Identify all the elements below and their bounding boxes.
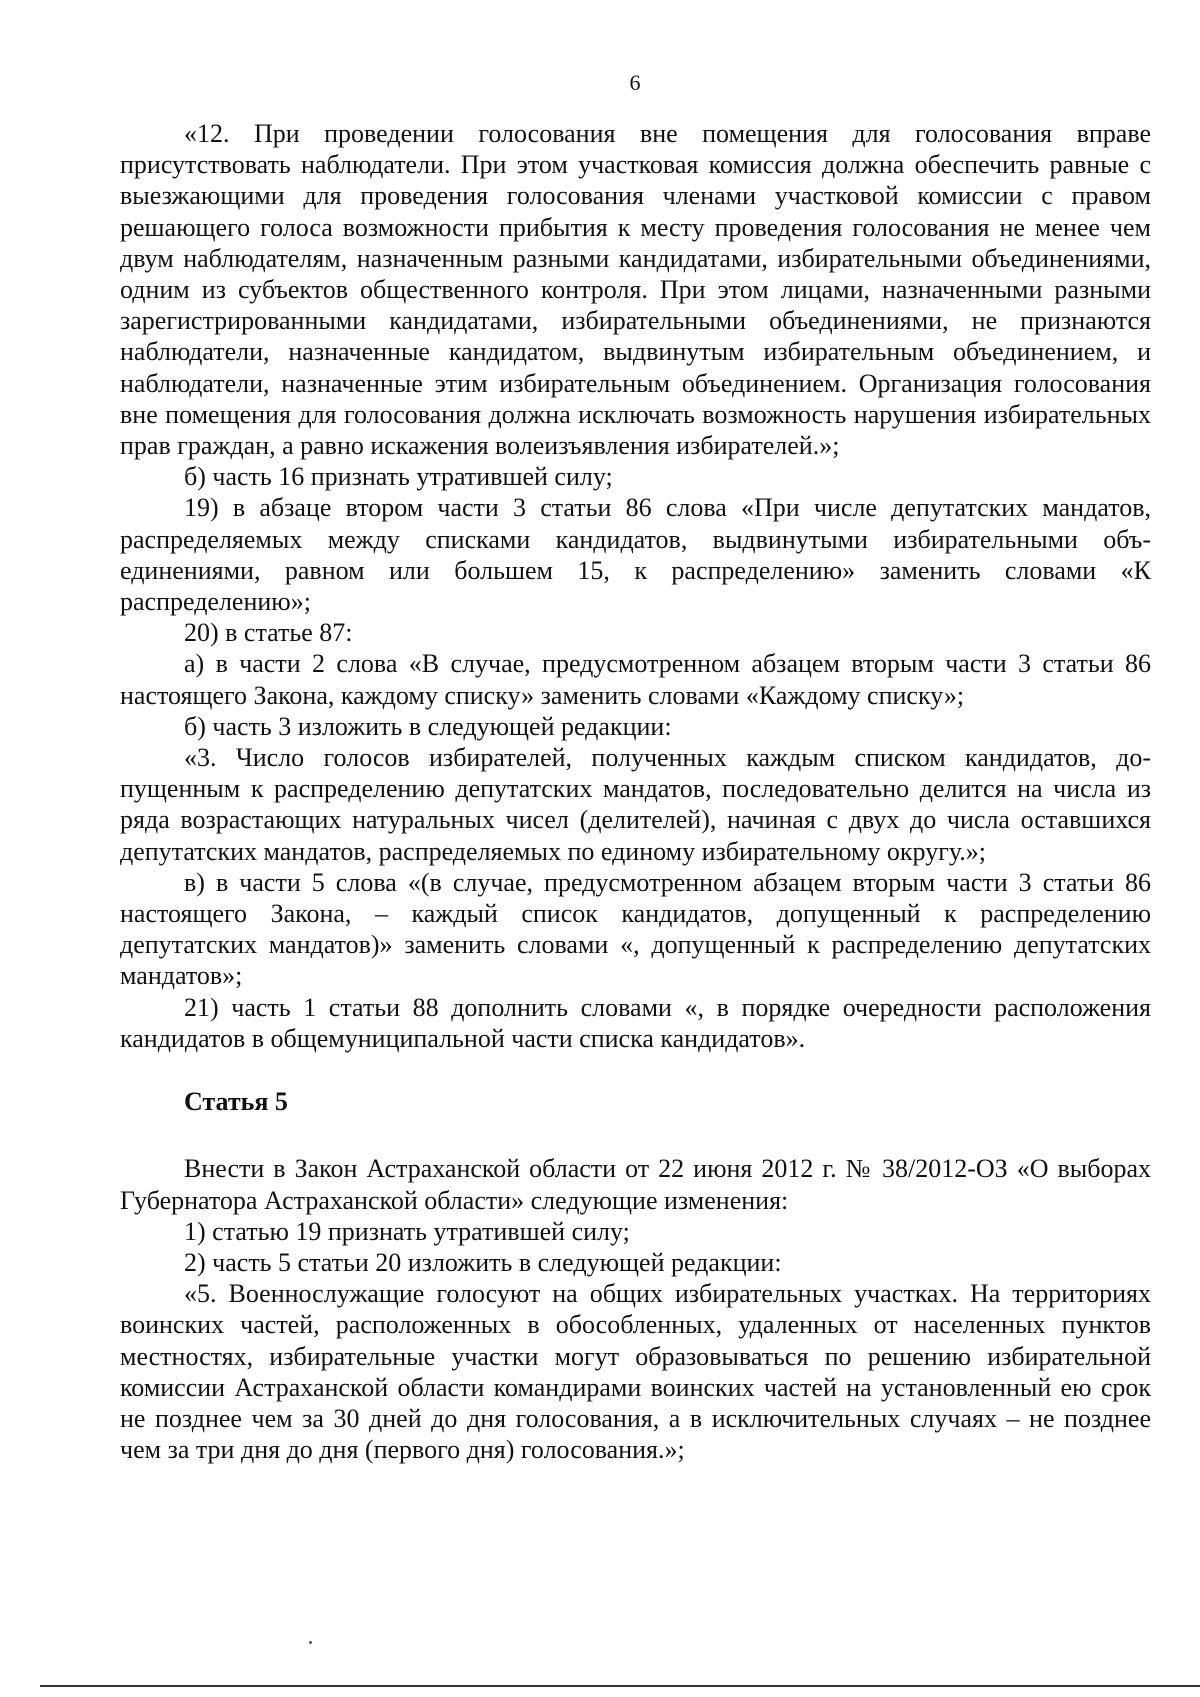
paragraph-item-2: 2) часть 5 статьи 20 изложить в следующей редакции: — [184, 1247, 782, 1277]
scan-speck — [309, 1641, 312, 1644]
article-heading: Статья 5 — [184, 1087, 288, 1117]
paragraph-item-21: 21) часть 1 статьи 88 дополнить словами «, в порядке очередности расположения кандидатов в общемуниципальной части списка кандидатов». — [120, 992, 1151, 1053]
paragraph-item-20a: а) в части 2 слова «В случае, предусмотренном абзацем вторым части 3 статьи 86 настоящего Закона, каждому списку» заменить словами «Каждому списку»; — [120, 649, 1151, 710]
paragraph-item-20b: б) часть 3 изложить в следующей редакции: — [184, 711, 672, 741]
document-body — [120, 118, 1151, 1465]
page-number: 6 — [629, 70, 641, 95]
paragraph-point-5: «5. Военнослужащие голосуют на общих избирательных участках. На территориях воинских частей, расположенных в обособленных, удаленных от населенных пунктов местностях, избирательные участки могут образовываться по решению избирательной комиссии Астраханской области командирами воинских частей на установленный ею срок не позднее чем за 30 дней до дня голосования, а в исключительных случаях – не позднее чем за три дня до дня (первого дня) голосования.»; — [120, 1279, 1151, 1465]
paragraph-item-19: 19) в абзаце втором части 3 статьи 86 слова «При числе депутатских мандатов, распределяемых между списками кандидатов, выдвинутыми избирательными объединениями, равном или большем 15, к распределению» заменить словами «К распределению»; — [120, 493, 1151, 617]
paragraph-point-3: «3. Число голосов избирателей, полученных каждым списком кандидатов, допущенным к распределению депутатских мандатов, последовательно делится на числа из ряда возрастающих натуральных чисел (делителей), начиная с двух до числа оставшихся депутатских мандатов, распределяемых по единому избирательному округу.»; — [120, 743, 1151, 866]
page-bottom-rule — [40, 1685, 1200, 1687]
paragraph-item-20: 20) в статье 87: — [184, 618, 353, 648]
paragraph-item-1: 1) статью 19 признать утратившей силу; — [184, 1216, 630, 1246]
paragraph-part-16: б) часть 16 признать утратившей силу; — [184, 462, 613, 492]
paragraph-intro: Внести в Закон Астраханской области от 22 июня 2012 г. № 38/2012-ОЗ «О выборах Губернатора Астраханской области» следующие изменения: — [120, 1154, 1151, 1215]
paragraph-point-12: «12. При проведении голосования вне помещения для голосования вправе присутствовать наблюдатели. При этом участковая комиссия должна обеспечить равные с выезжающими для проведения голосования членами участковой комиссии с правом решающего голоса возможности прибытия к месту проведения голосования не менее чем двум наблюдателям, назначенным разными кандидатами, избирательными объединениями, одним из субъектов общественного контроля. При этом лицами, назначенными разными зарегистрированными кандидатами, избирательными объединениями, не признаются наблюдатели, назначенные кандидатом, выдвинутым избирательным объединением, и наблюдатели, назначенные этим избирательным объединением. Организация голосования вне помещения для голосования должна исключать возможность нарушения избирательных прав граждан, а равно искажения волеизъявления избирателей.»; — [120, 119, 1151, 461]
paragraph-item-20v: в) в части 5 слова «(в случае, предусмотренном абзацем вторым части 3 статьи 86 настоящего Закона, – каждый список кандидатов, допущенный к распределению депутатских мандатов)» заменить словами «, допущенный к распределению депутатских мандатов»; — [120, 867, 1151, 991]
